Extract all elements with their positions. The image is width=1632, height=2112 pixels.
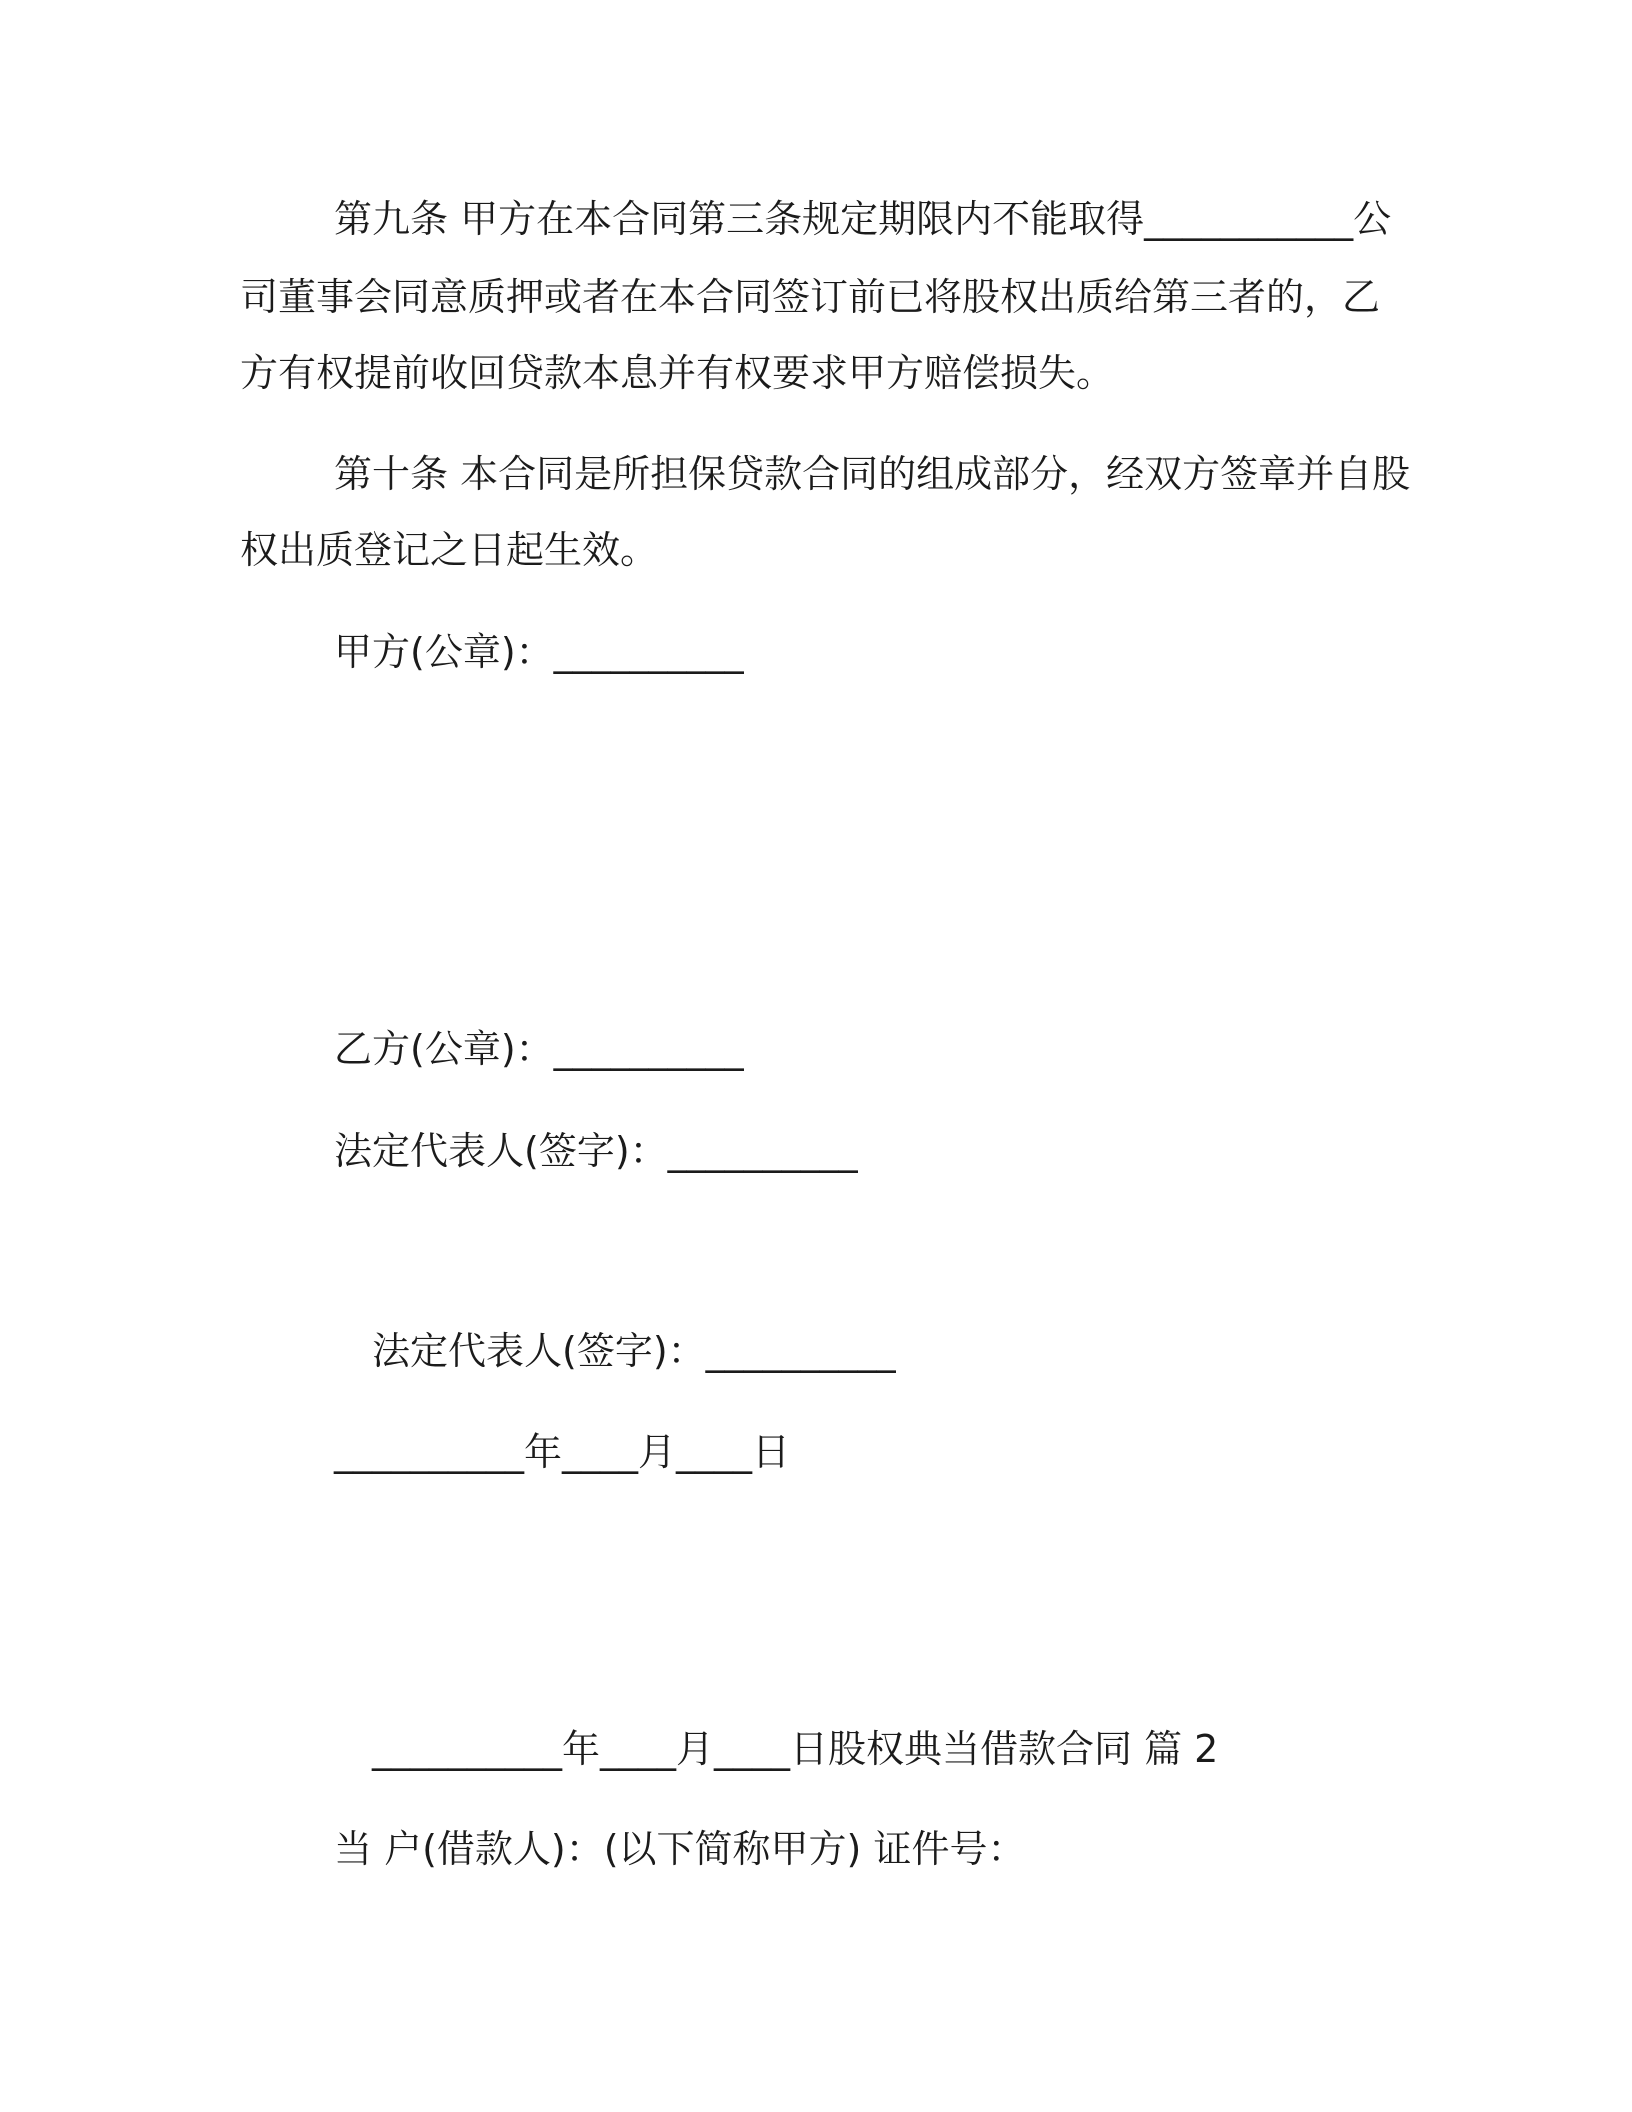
article-9-line-3: 方有权提前收回贷款本息并有权要求甲方赔偿损失。: [240, 351, 1115, 395]
legal-representative-signature-line: 法定代表人(签字)：__________: [334, 1129, 858, 1173]
pawner-info-line: 当 户(借款人)：(以下简称甲方) 证件号：: [334, 1827, 1026, 1871]
article-10-line-2: 权出质登记之日起生效。: [240, 528, 659, 572]
article-9-line-1: 第九条 甲方在本合同第三条规定期限内不能取得___________公: [334, 197, 1392, 241]
party-b-seal-line: 乙方(公章)：__________: [334, 1027, 744, 1071]
article-10-line-1: 第十条 本合同是所担保贷款合同的组成部分，经双方签章并自股: [334, 452, 1411, 496]
party-a-seal-line: 甲方(公章)：__________: [334, 630, 744, 674]
section-2-title: __________年____月____日股权典当借款合同 篇 2: [372, 1727, 1219, 1771]
legal-representative-signature-line-2: 法定代表人(签字)：__________: [372, 1329, 896, 1373]
article-9-line-2: 司董事会同意质押或者在本合同签订前已将股权出质给第三者的，乙: [240, 275, 1381, 319]
date-line: __________年____月____日: [334, 1430, 791, 1474]
